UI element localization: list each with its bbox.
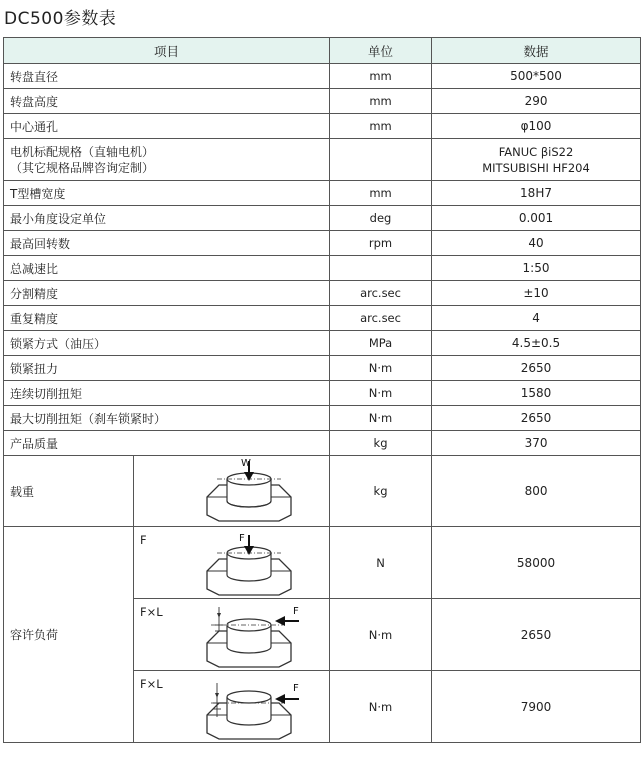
load-figure-cell (134, 456, 330, 527)
allowable-figure-cell (134, 599, 330, 671)
allowable-name: 容许负荷 (4, 527, 134, 743)
row-name-line: 电机标配规格（直轴电机） (10, 144, 155, 159)
row-unit: deg (330, 206, 432, 231)
row-name: 分割精度 (4, 281, 330, 306)
row-value: 500*500 (432, 64, 641, 89)
row-unit: mm (330, 89, 432, 114)
row-value: 2650 (432, 406, 641, 431)
row-name: 最高回转数 (4, 231, 330, 256)
allowable-row (4, 527, 641, 599)
row-name: 中心通孔 (4, 114, 330, 139)
table-row (4, 331, 641, 356)
row-value: ±10 (432, 281, 641, 306)
load-fig-label: W (240, 458, 251, 469)
row-value: φ100 (432, 114, 641, 139)
row-name: 转盘直径 (4, 64, 330, 89)
allowable-label: F (140, 533, 147, 547)
row-value: 0.001 (432, 206, 641, 231)
row-unit: arc.sec (330, 281, 432, 306)
row-name: 总减速比 (4, 256, 330, 281)
row-value: 40 (432, 231, 641, 256)
header-item: 项目 (4, 38, 330, 64)
row-name: 连续切削扭矩 (4, 381, 330, 406)
allowable-fig-label: F (292, 605, 299, 617)
row-name: 产品质量 (4, 431, 330, 456)
row-unit: mm (330, 181, 432, 206)
row-unit: rpm (330, 231, 432, 256)
row-name: 最大切削扭矩（刹车锁紧时） (4, 406, 330, 431)
table-row (4, 406, 641, 431)
turntable-axial-force-icon (157, 529, 307, 597)
row-name: 锁紧扭力 (4, 356, 330, 381)
allowable-unit: N·m (330, 671, 432, 743)
row-name: T型槽宽度 (4, 181, 330, 206)
page-title: DC500参数表 (4, 9, 117, 29)
row-name: 重复精度 (4, 306, 330, 331)
row-value: 2650 (432, 356, 641, 381)
table-row (4, 181, 641, 206)
allowable-fig-label: F (238, 532, 245, 544)
row-unit: arc.sec (330, 306, 432, 331)
table-row (4, 231, 641, 256)
load-name: 载重 (4, 456, 134, 527)
row-unit: MPa (330, 331, 432, 356)
row-name: 锁紧方式（油压） (4, 331, 330, 356)
allowable-figure-cell (134, 527, 330, 599)
allowable-value: 2650 (432, 599, 641, 671)
table-row (4, 431, 641, 456)
table-row (4, 114, 641, 139)
load-row (4, 456, 641, 527)
turntable-tilting-moment-icon (157, 673, 307, 741)
table-row (4, 206, 641, 231)
header-data: 数据 (432, 38, 641, 64)
row-name: 转盘高度 (4, 89, 330, 114)
row-value: 290 (432, 89, 641, 114)
table-row (4, 256, 641, 281)
row-value: 1580 (432, 381, 641, 406)
row-unit (330, 139, 432, 181)
allowable-value: 58000 (432, 527, 641, 599)
allowable-label: F×L (140, 677, 163, 691)
spec-table (3, 37, 641, 743)
row-unit: kg (330, 431, 432, 456)
table-row (4, 281, 641, 306)
turntable-vertical-load-icon (157, 457, 307, 525)
allowable-label: F×L (140, 605, 163, 619)
row-unit (330, 256, 432, 281)
row-value: 18H7 (432, 181, 641, 206)
row-value: 370 (432, 431, 641, 456)
allowable-figure-cell (134, 671, 330, 743)
table-row (4, 356, 641, 381)
allowable-value: 7900 (432, 671, 641, 743)
row-value-line: FANUC βiS22 (498, 144, 574, 159)
row-name-line: （其它规格品牌咨询定制） (10, 160, 155, 175)
row-unit: mm (330, 114, 432, 139)
table-row (4, 381, 641, 406)
allowable-unit: N (330, 527, 432, 599)
row-value: 1:50 (432, 256, 641, 281)
table-row (4, 89, 641, 114)
row-name (4, 139, 330, 181)
table-row (4, 306, 641, 331)
row-unit: N·m (330, 381, 432, 406)
load-value: 800 (432, 456, 641, 527)
row-unit: N·m (330, 356, 432, 381)
row-unit: mm (330, 64, 432, 89)
row-value: 4.5±0.5 (432, 331, 641, 356)
table-row (4, 64, 641, 89)
row-value-line: MITSUBISHI HF204 (482, 160, 590, 175)
header-unit: 单位 (330, 38, 432, 64)
row-value: 4 (432, 306, 641, 331)
load-unit: kg (330, 456, 432, 527)
row-value (432, 139, 641, 181)
allowable-unit: N·m (330, 599, 432, 671)
turntable-moment-load-icon (157, 601, 307, 669)
row-unit: N·m (330, 406, 432, 431)
table-header (4, 38, 641, 64)
allowable-fig-label: F (292, 682, 299, 694)
row-name: 最小角度设定单位 (4, 206, 330, 231)
table-row (4, 139, 641, 181)
